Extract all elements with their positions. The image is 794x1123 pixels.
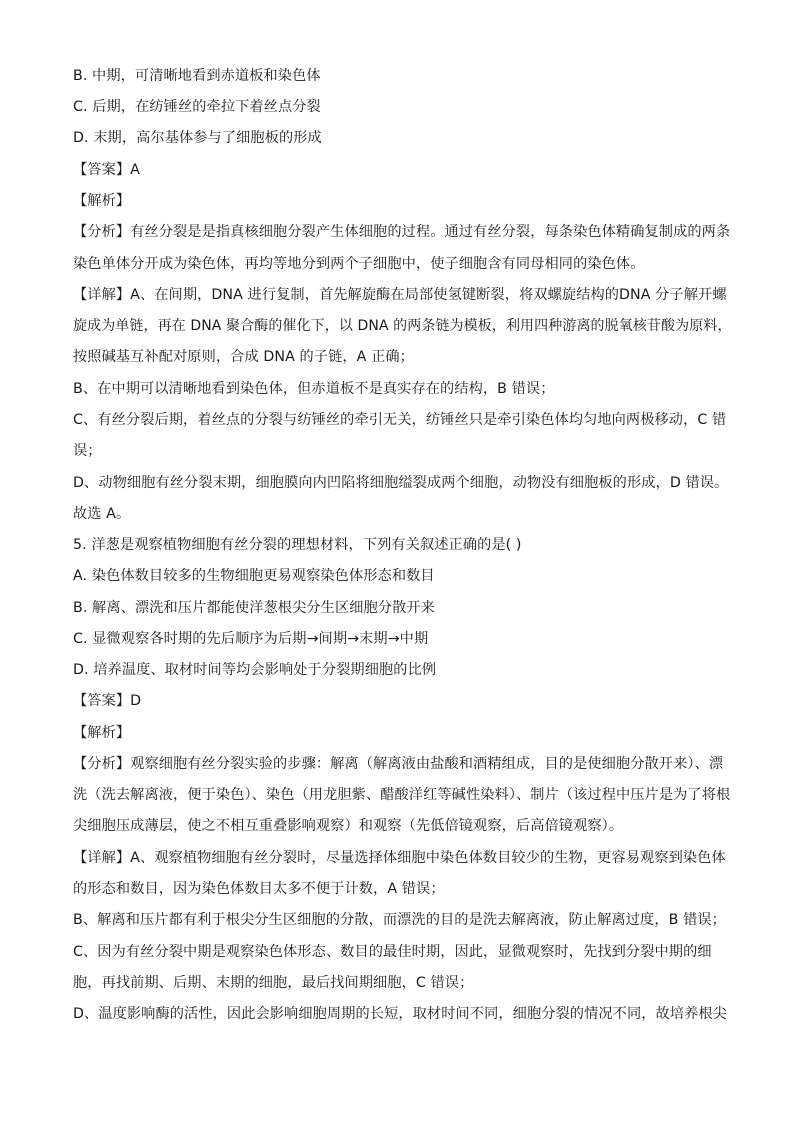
detail-text-line: 【详解】A、观察植物细胞有丝分裂时，尽量选择体细胞中染色体数目较少的生物，更容易观察到染色体	[73, 850, 726, 866]
conclusion-text: 故选 A。	[73, 506, 131, 522]
option-c-text: C. 后期，在纺锤丝的牵拉下着丝点分裂	[73, 99, 321, 115]
answer-label: 【答案】A	[73, 162, 140, 178]
detail-text-line: D、动物细胞有丝分裂末期，细胞膜向内凹陷将细胞缢裂成两个细胞，动物没有细胞板的形成，D 错误。	[73, 475, 729, 491]
analysis-text-line: 【分析】有丝分裂是是指真核细胞分裂产生体细胞的过程。通过有丝分裂，每条染色体精确复制成的两条	[73, 224, 731, 240]
detail-text-line: B、在中期可以清晰地看到染色体，但赤道板不是真实存在的结构，B 错误；	[73, 381, 555, 397]
option-b-text: B. 解离、漂洗和压片都能使洋葱根尖分生区细胞分散开来	[73, 600, 435, 616]
detail-text-line: 【详解】A、在间期，DNA 进行复制，首先解旋酶在局部使氢键断裂，将双螺旋结构的DNA 分子解开螺	[73, 287, 727, 303]
analysis-text-line: 尖细胞压成薄层，使之不相互重叠影响观察）和观察（先低倍镜观察，后高倍镜观察）。	[73, 818, 624, 834]
detail-text-line: D、温度影响酶的活性，因此会影响细胞周期的长短，取材时间不同，细胞分裂的情况不同，故培养根尖	[73, 1006, 727, 1022]
analysis-label: 【解析】	[73, 193, 131, 209]
option-d-text: D. 末期，高尔基体参与了细胞板的形成	[73, 130, 322, 146]
option-c-text: C. 显微观察各时期的先后顺序为后期→间期→末期→中期	[73, 631, 429, 647]
detail-text-line: C、有丝分裂后期，着丝点的分裂与纺锤丝的牵引无关，纺锤丝只是牵引染色体均匀地向两极移动，C 错	[73, 412, 727, 428]
answer-label: 【答案】D	[73, 693, 142, 709]
detail-text-line: 旋成为单链，再在 DNA 聚合酶的催化下，以 DNA 的两条链为模板，利用四种游离的脱氧核苷酸为原料，	[73, 318, 732, 334]
analysis-text-line: 【分析】观察细胞有丝分裂实验的步骤：解离（解离液由盐酸和酒精组成，目的是使细胞分散开来）、漂	[73, 756, 724, 772]
detail-text-line: 胞，再找前期、后期、末期的细胞，最后找间期细胞，C 错误；	[73, 975, 474, 991]
detail-text-line: B、解离和压片都有利于根尖分生区细胞的分散，而漂洗的目的是洗去解离液，防止解离过度，B 错误；	[73, 912, 726, 928]
detail-text-line: 误；	[73, 443, 102, 459]
detail-text-line: C、因为有丝分裂中期是观察染色体形态、数目的最佳时期，因此，显微观察时，先找到分裂中期的细	[73, 944, 712, 960]
option-a-text: A. 染色体数目较多的生物细胞更易观察染色体形态和数目	[73, 568, 435, 584]
question-5-stem: 5. 洋葱是观察植物细胞有丝分裂的理想材料，下列有关叙述正确的是( )	[73, 537, 522, 553]
option-d-text: D. 培养温度、取材时间等均会影响处于分裂期细胞的比例	[73, 662, 437, 678]
option-b-text: B. 中期，可清晰地看到赤道板和染色体	[73, 68, 321, 84]
analysis-label: 【解析】	[73, 725, 131, 741]
detail-text-line: 按照碱基互补配对原则，合成 DNA 的子链，A 正确；	[73, 349, 414, 365]
analysis-text-line: 染色单体分开成为染色体，再均等地分到两个子细胞中，使子细胞含有同母相同的染色体。	[73, 256, 645, 272]
analysis-text-line: 洗（洗去解离液，便于染色）、染色（用龙胆紫、醋酸洋红等碱性染料）、制片（该过程中压片是为了将根	[73, 787, 731, 803]
detail-text-line: 的形态和数目，因为染色体数目太多不便于计数，A 错误；	[73, 881, 445, 897]
